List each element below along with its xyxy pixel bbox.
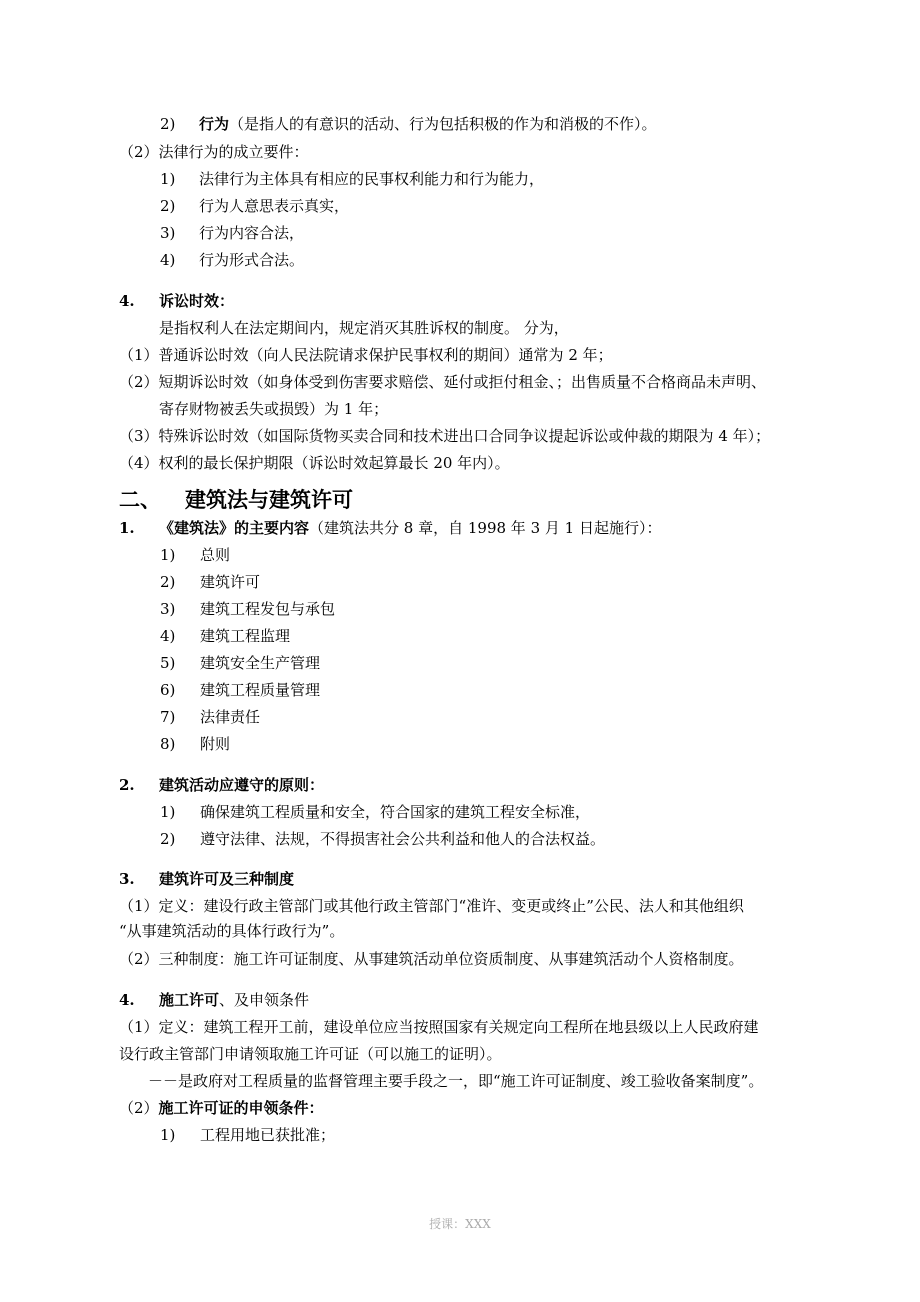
chapter-heading xyxy=(119,487,353,513)
heading-number: 4. xyxy=(119,991,135,1009)
item-number: 1) xyxy=(160,803,176,821)
paragraph: 是指权利人在法定期间内，规定消灭其胜诉权的制度。 分为， xyxy=(159,319,569,337)
item-number: 1) xyxy=(160,546,176,564)
item-number: 3) xyxy=(160,600,176,618)
section-heading xyxy=(119,869,294,889)
item-text: 法律行为主体具有相应的民事权利能力和行为能力， xyxy=(199,170,545,188)
item-text: 确保建筑工程质量和安全，符合国家的建筑工程安全标准， xyxy=(200,803,591,821)
list-item xyxy=(160,653,320,673)
list-item xyxy=(160,196,349,216)
list-item xyxy=(160,734,230,754)
page-footer: 授课：XXX xyxy=(429,1217,491,1231)
item-number: 5) xyxy=(160,654,176,672)
list-item xyxy=(160,829,605,849)
paragraph: －－是政府对工程质量的监督管理主要手段之一，即“施工许可证制度、竣工验收备案制度”。 xyxy=(148,1072,764,1090)
paragraph-continuation: “从事建筑活动的具体行政行为”。 xyxy=(119,922,345,940)
chapter-number: 二、 xyxy=(119,488,161,512)
heading-note: （建筑法共分 8 章，自 1998 年 3 月 1 日起施行）： xyxy=(309,519,662,537)
item-text: 行为人意思表示真实， xyxy=(199,197,350,215)
paragraph: （3）特殊诉讼时效（如国际货物买卖合同和技术进出口合同争议提起诉讼或仲裁的期限为 4 年）； xyxy=(119,427,771,445)
paragraph: （2）短期诉讼时效（如身体受到伤害要求赔偿、延付或拒付租金、；出售质量不合格商品未声明、 xyxy=(119,373,767,391)
list-item xyxy=(160,626,290,646)
paragraph: （2）三种制度：施工许可证制度、从事建筑活动单位资质制度、从事建筑活动个人资格制度。 xyxy=(119,950,744,968)
item-text: 法律责任 xyxy=(200,708,261,726)
item-number: 2) xyxy=(160,830,176,848)
list-item xyxy=(160,1125,335,1145)
heading-tail: 、及申领条件 xyxy=(219,991,310,1009)
item-number: 4) xyxy=(160,627,176,645)
subheading-number: （2） xyxy=(119,1099,159,1117)
heading-text: 建筑许可及三种制度 xyxy=(159,870,295,888)
item-text: 建筑安全生产管理 xyxy=(200,654,321,672)
heading-text: 建筑活动应遵守的原则： xyxy=(159,776,325,794)
item-number: 1) xyxy=(160,1126,176,1144)
item-text: （是指人的有意识的活动、行为包括积极的作为和消极的不作）。 xyxy=(229,115,657,133)
heading-text: 诉讼时效： xyxy=(159,292,235,310)
item-number: 3) xyxy=(160,224,176,242)
heading-number: 3. xyxy=(119,870,135,888)
paragraph: （1）定义：建设行政主管部门或其他行政主管部门“准许、变更或终止”公民、法人和其他组织 xyxy=(119,897,744,915)
item-number: 2) xyxy=(160,197,176,215)
item-text: 建筑工程质量管理 xyxy=(200,681,321,699)
list-item xyxy=(160,114,657,134)
list-item xyxy=(160,169,544,189)
item-text: 行为内容合法， xyxy=(199,224,305,242)
item-number: 2) xyxy=(160,573,176,591)
paragraph: （1）普通诉讼时效（向人民法院请求保护民事权利的期间）通常为 2 年； xyxy=(119,346,613,364)
item-number: 2) xyxy=(160,115,176,133)
heading-text: 施工许可 xyxy=(159,991,220,1009)
section-heading xyxy=(119,291,234,311)
item-text: 建筑工程监理 xyxy=(200,627,291,645)
list-item xyxy=(160,250,304,270)
section-heading xyxy=(119,775,324,795)
item-number: 8) xyxy=(160,735,176,753)
heading-number: 4. xyxy=(119,292,135,310)
heading-number: 2. xyxy=(119,776,135,794)
list-item xyxy=(160,599,335,619)
item-number: 6) xyxy=(160,681,176,699)
paragraph-continuation: 寄存财物被丢失或损毁）为 1 年； xyxy=(159,400,389,418)
item-text: 总则 xyxy=(200,546,231,564)
list-item xyxy=(160,680,320,700)
paragraph-continuation: 设行政主管部门申请领取施工许可证（可以施工的证明）。 xyxy=(119,1045,502,1063)
item-number: 4) xyxy=(160,251,176,269)
list-item xyxy=(160,707,260,727)
item-text: 工程用地已获批准； xyxy=(200,1126,336,1144)
item-text: 附则 xyxy=(200,735,231,753)
list-item xyxy=(160,223,304,243)
item-number: 1) xyxy=(160,170,176,188)
paragraph: （4）权利的最长保护期限（诉讼时效起算最长 20 年内）。 xyxy=(119,454,510,472)
section-heading xyxy=(119,990,309,1010)
list-item xyxy=(160,545,230,565)
item-text: 遵守法律、法规，不得损害社会公共利益和他人的合法权益。 xyxy=(200,830,606,848)
item-text: 建筑许可 xyxy=(200,573,261,591)
chapter-title: 建筑法与建筑许可 xyxy=(185,488,353,512)
paragraph: （1）定义：建筑工程开工前，建设单位应当按照国家有关规定向工程所在地县级以上人民政府建 xyxy=(119,1018,759,1036)
list-item xyxy=(160,802,590,822)
subheading xyxy=(119,1098,324,1118)
heading-text: 《建筑法》的主要内容 xyxy=(159,519,310,537)
item-text: 行为形式合法。 xyxy=(199,251,305,269)
item-text: 建筑工程发包与承包 xyxy=(200,600,336,618)
item-number: 7) xyxy=(160,708,176,726)
item-lead: 行为 xyxy=(199,115,230,133)
paragraph: （2）法律行为的成立要件： xyxy=(119,143,309,161)
list-item xyxy=(160,572,260,592)
heading-number: 1. xyxy=(119,519,135,537)
subheading-text: 施工许可证的申领条件： xyxy=(158,1099,324,1117)
section-heading xyxy=(119,518,661,538)
